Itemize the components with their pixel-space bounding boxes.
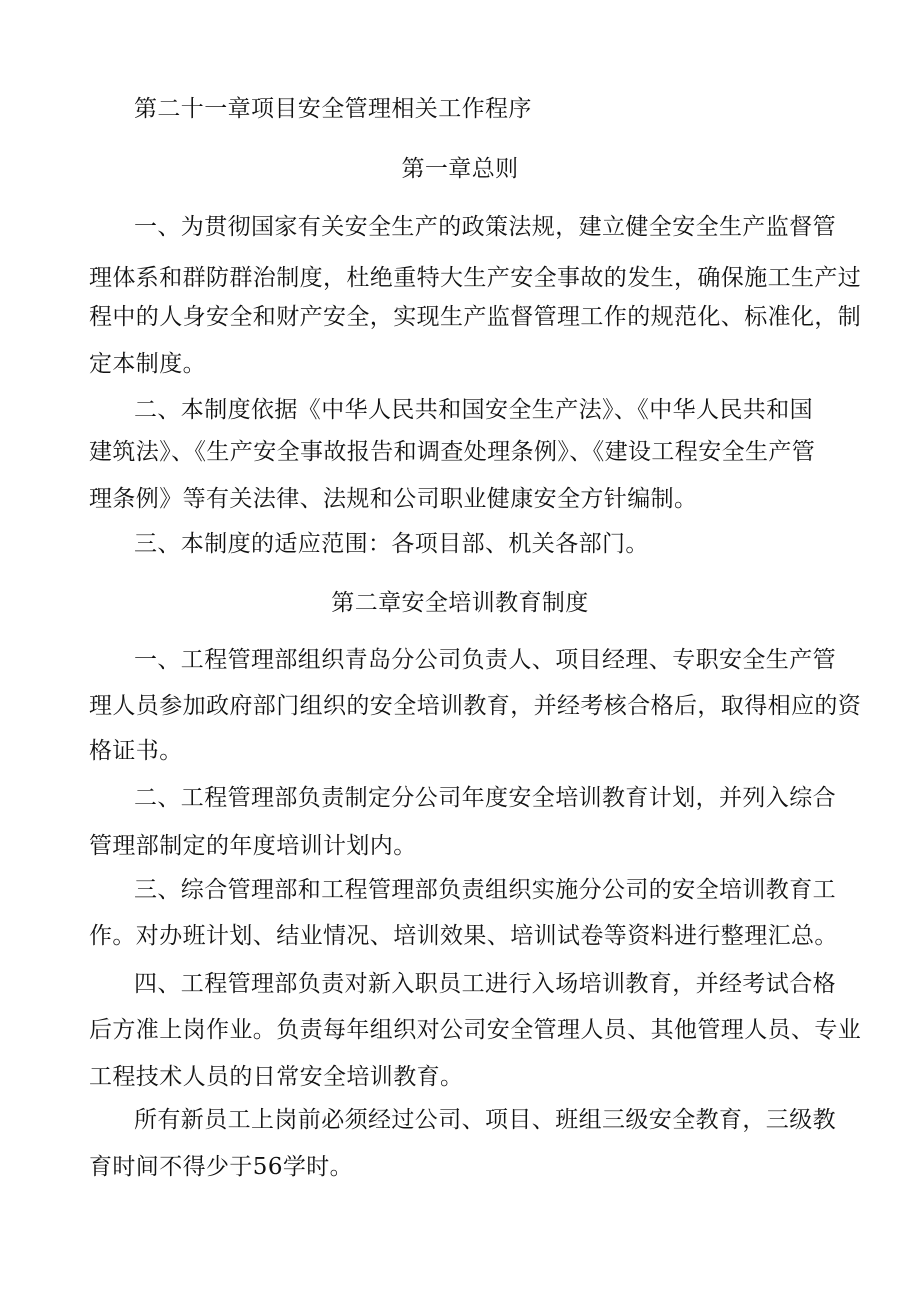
paragraph-line: 作。对办班计划、结业情况、培训效果、培训试卷等资料进行整理汇总。 (89, 923, 838, 949)
paragraph-line: 理人员参加政府部门组织的安全培训教育，并经考核合格后，取得相应的资 (89, 693, 862, 719)
paragraph-line: 三、综合管理部和工程管理部负责组织实施分公司的安全培训教育工 (134, 877, 836, 903)
paragraph-line: 二、本制度依据《中华人民共和国安全生产法》、《中华人民共和国 (134, 397, 813, 423)
chapter-2-heading: 第二章安全培训教育制度 (331, 590, 589, 616)
chapter-1-heading: 第一章总则 (401, 156, 519, 182)
paragraph-line: 管理部制定的年度培训计划内。 (89, 833, 417, 859)
paragraph-line: 四、工程管理部负责对新入职员工进行入场培训教育，并经考试合格 (134, 971, 836, 997)
paragraph-line: 理条例》等有关法律、法规和公司职业健康安全方针编制。 (89, 486, 698, 512)
paragraph-line: 所有新员工上岗前必须经过公司、项目、班组三级安全教育，三级教 (134, 1107, 836, 1133)
paragraph-line: 工程技术人员的日常安全培训教育。 (89, 1064, 464, 1090)
document-title: 第二十一章项目安全管理相关工作程序 (134, 96, 532, 122)
paragraph-line: 格证书。 (89, 738, 183, 764)
paragraph-line: 后方准上岗作业。负责每年组织对公司安全管理人员、其他管理人员、专业 (89, 1017, 862, 1043)
paragraph-line: 定本制度。 (89, 351, 206, 377)
paragraph-line: 一、为贯彻国家有关安全生产的政策法规，建立健全安全生产监督管 (134, 214, 836, 240)
paragraph-line: 理体系和群防群治制度，杜绝重特大生产安全事故的发生，确保施工生产过 (89, 265, 862, 291)
paragraph-line: 育时间不得少于56学时。 (89, 1154, 354, 1180)
paragraph-line: 一、工程管理部组织青岛分公司负责人、项目经理、专职安全生产管 (134, 647, 836, 673)
paragraph-line: 程中的人身安全和财产安全，实现生产监督管理工作的规范化、标准化，制 (89, 304, 862, 330)
paragraph-line: 建筑法》、《生产安全事故报告和调查处理条例》、《建设工程安全生产管 (89, 439, 816, 465)
paragraph-line: 三、本制度的适应范围：各项目部、机关各部门。 (134, 531, 649, 557)
paragraph-line: 二、工程管理部负责制定分公司年度安全培训教育计划，并列入综合 (134, 785, 836, 811)
